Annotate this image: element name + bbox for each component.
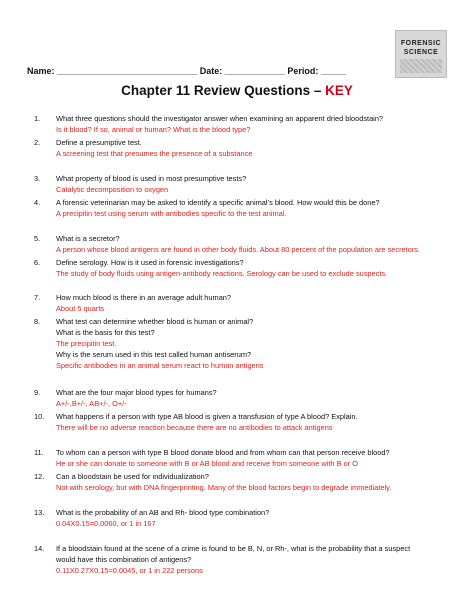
- answer-text: A precipitin test using serum with antibodies specific to the test animal.: [56, 209, 287, 218]
- page-title: [0, 83, 474, 98]
- question-9: [34, 387, 452, 409]
- answer-text: Not with serology, but with DNA fingerprinting. Many of the blood factors begin to degrade immediately.: [56, 483, 392, 492]
- question-number: 1.: [34, 114, 41, 123]
- answer-text: Catalytic decomposition to oxygen: [56, 185, 169, 194]
- question-text: To whom can a person with type B blood donate blood and from whom can that person receive blood?: [56, 448, 390, 457]
- question-14: [34, 543, 452, 576]
- question-7: [34, 292, 452, 314]
- question-subtext: What is the basis for this test?: [56, 328, 155, 337]
- question-number: 3.: [34, 174, 41, 183]
- answer-text: The study of body fluids using antigen-antibody reactions. Serology can be used to exclude suspects.: [56, 269, 388, 278]
- answer-text: About 5 quarts: [56, 304, 105, 313]
- question-text: Define a presumptive test.: [56, 138, 142, 147]
- answer-text: 0.04X0.15=0.0060, or 1 in 167: [56, 519, 156, 528]
- question-13: [34, 507, 452, 529]
- question-number: 6.: [34, 258, 41, 267]
- question-text: What is a secretor?: [56, 234, 120, 243]
- question-4: [34, 197, 452, 219]
- question-number: 8.: [34, 317, 41, 326]
- title-main: Chapter 11 Review Questions –: [121, 83, 326, 98]
- question-text: What three questions should the investigator answer when examining an apparent dried bloodstain?: [56, 114, 384, 123]
- logo-line-1: FORENSIC: [400, 40, 442, 47]
- question-text: Define serology. How is it used in forensic investigations?: [56, 258, 244, 267]
- logo-line-2: SCIENCE: [403, 49, 439, 56]
- answer-text: 0.11X0.27X0.15=0.0045, or 1 in 222 persons: [56, 566, 203, 575]
- question-text: A forensic veterinarian may be asked to identify a specific animal’s blood. How would this be done?: [56, 198, 380, 207]
- answer-text: A screening test that presumes the presence of a substance: [56, 149, 253, 158]
- answer-text: The precipitin test.: [56, 339, 117, 348]
- answer-text: Is it blood? If so, animal or human? What is the blood type?: [56, 125, 251, 134]
- question-number: 13.: [34, 508, 45, 517]
- question-text: What test can determine whether blood is human or animal?: [56, 317, 254, 326]
- question-2: [34, 137, 452, 159]
- question-1: [34, 113, 452, 135]
- title-key: KEY: [325, 83, 353, 98]
- question-10: [34, 411, 452, 433]
- question-3: [34, 173, 452, 195]
- answer-text: A person whose blood antigens are found in other body fluids. About 80 percent of the population are secretors.: [56, 245, 421, 254]
- forensic-science-logo: [395, 30, 447, 78]
- question-number: 12.: [34, 472, 45, 481]
- student-info-line: [27, 66, 346, 76]
- question-subtext: Why is the serum used in this test called human antiserum?: [56, 350, 252, 359]
- question-number: 4.: [34, 198, 41, 207]
- fingerprint-graphic: [400, 59, 442, 73]
- question-11: [34, 447, 452, 469]
- period-label: Period:: [287, 66, 319, 76]
- question-text: Can a bloodstain be used for individualization?: [56, 472, 209, 481]
- question-number: 9.: [34, 388, 41, 397]
- question-text: What are the four major blood types for humans?: [56, 388, 217, 397]
- question-number: 11.: [34, 448, 44, 457]
- question-number: 14.: [34, 544, 45, 553]
- question-6: [34, 257, 452, 279]
- date-blank: ____________: [224, 66, 285, 76]
- question-8: [34, 316, 452, 371]
- answer-text: A+/-,B+/-, AB+/-, O+/-: [56, 399, 127, 408]
- question-text: How much blood is there in an average adult human?: [56, 293, 232, 302]
- question-5: [34, 233, 452, 255]
- question-number: 2.: [34, 138, 41, 147]
- question-number: 5.: [34, 234, 41, 243]
- period-blank: _____: [320, 66, 346, 76]
- name-blank: ____________________________: [57, 66, 198, 76]
- question-text: What is the probability of an AB and Rh- blood type combination?: [56, 508, 270, 517]
- question-text: What property of blood is used in most presumptive tests?: [56, 174, 247, 183]
- question-text: What happens if a person with type AB blood is given a transfusion of type A blood? Explain.: [56, 412, 358, 421]
- question-number: 10.: [34, 412, 45, 421]
- question-number: 7.: [34, 293, 41, 302]
- answer-text: He or she can donate to someone with B or AB blood and receive from someone with B or O: [56, 459, 358, 468]
- question-12: [34, 471, 452, 493]
- question-text: If a bloodstain found at the scene of a crime is found to be B, N, or Rh-, what is the probability that a suspect: [56, 544, 411, 553]
- answer-text: There will be no adverse reaction because there are no antibodies to attack antigens: [56, 423, 333, 432]
- name-label: Name:: [27, 66, 55, 76]
- question-text-continued: would have this combination of antigens?: [56, 555, 192, 564]
- date-label: Date:: [199, 66, 223, 76]
- answer-text: Specific antibodies in an animal serum react to human antigens: [56, 361, 264, 370]
